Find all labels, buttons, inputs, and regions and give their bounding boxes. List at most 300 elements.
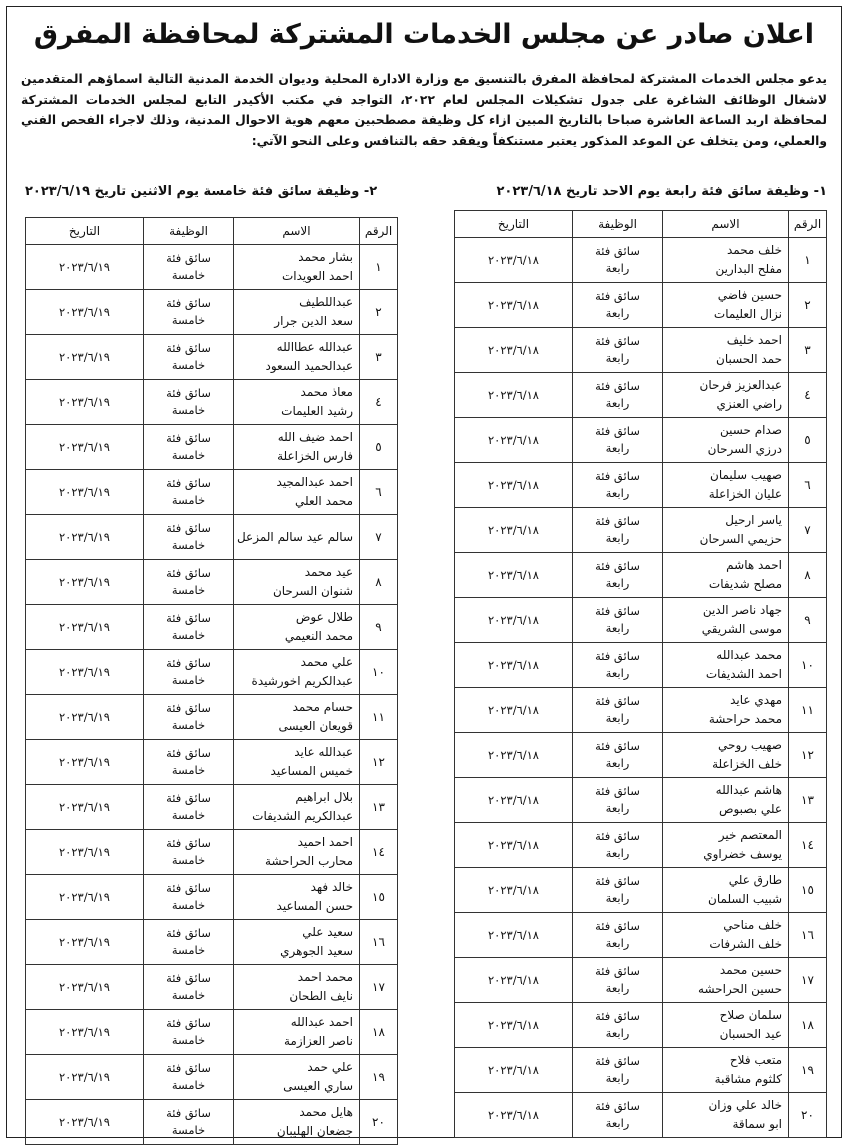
table-row [26,785,398,830]
name-line: احمد ضيف الله [277,430,353,444]
exam-date: ٢٠٢٣/٦/١٨ [455,553,573,598]
job-line: سائق فئة [595,964,640,978]
section-heading-category-5: ٢- وظيفة سائق فئة خامسة يوم الاثنين تاريخ ٢٠٢٣/٦/١٩ [25,184,378,199]
name-line: جضعان الهليبان [276,1124,353,1138]
name-line: خالد فهد [310,880,353,894]
name-line: خميس المساعيد [270,764,353,778]
section-heading-category-4: ١- وظيفة سائق فئة رابعة يوم الاحد تاريخ ٢٠٢٣/٦/١٨ [496,184,827,199]
job-line: سائق فئة [166,431,211,445]
job-line: رابعة [605,486,630,500]
table-row [455,508,827,553]
name-line: موسى الشريقي [701,622,782,636]
name-line: يوسف خضراوي [703,847,782,861]
header-job: الوظيفة [573,211,663,238]
exam-date: ٢٠٢٣/٦/١٩ [26,290,144,335]
exam-date: ٢٠٢٣/٦/١٩ [26,1100,144,1145]
job-line: سائق فئة [166,701,211,715]
job-title [573,373,663,418]
table-row [455,778,827,823]
row-number: ٢ [360,290,398,335]
job-line: سائق فئة [595,784,640,798]
name-line: ناصر العزازمة [283,1034,353,1048]
header-name: الاسم [663,211,789,238]
job-title [573,463,663,508]
table-row [26,650,398,695]
job-line: خامسة [171,313,206,327]
job-line: سائق فئة [166,1061,211,1075]
table-row [26,515,398,560]
job-title [144,605,234,650]
applicant-name [663,1093,789,1138]
job-line: سائق فئة [166,386,211,400]
exam-date: ٢٠٢٣/٦/١٨ [455,643,573,688]
table-row [455,328,827,373]
name-line: ساري العيسى [283,1079,353,1093]
table-row [455,688,827,733]
applicant-name [663,598,789,643]
row-number: ١ [360,245,398,290]
name-line: قويعان العيسى [278,719,353,733]
name-line: شنوان السرحان [272,584,353,598]
name-line: سعيد الجوهري [280,944,353,958]
job-line: سائق فئة [595,1099,640,1113]
applicant-name [234,605,360,650]
job-line: خامسة [171,583,206,597]
applicant-name [234,290,360,335]
name-line: راضي العنزي [716,397,782,411]
table-row [26,830,398,875]
row-number: ١٢ [789,733,827,778]
job-title [573,283,663,328]
name-line: عبدالكريم الشديفات [252,809,353,823]
row-number: ٥ [789,418,827,463]
job-line: سائق فئة [595,289,640,303]
name-line: صهيب سليمان [710,468,782,482]
name-line: صهيب روحي [718,738,782,752]
row-number: ٧ [360,515,398,560]
job-line: رابعة [605,666,630,680]
row-number: ١٦ [360,920,398,965]
name-line: علي محمد [300,655,353,669]
row-number: ١٣ [360,785,398,830]
name-line: احمد احميد [297,835,353,849]
job-title [573,418,663,463]
name-line: عيد الحسبان [719,1027,782,1041]
table-row [26,425,398,470]
job-title [573,778,663,823]
job-line: رابعة [605,306,630,320]
job-line: سائق فئة [595,379,640,393]
header-date: التاريخ [26,218,144,245]
job-title [144,425,234,470]
exam-date: ٢٠٢٣/٦/١٨ [455,1093,573,1138]
job-line: خامسة [171,1033,206,1047]
exam-date: ٢٠٢٣/٦/١٩ [26,1055,144,1100]
job-title [573,238,663,283]
table-row [26,335,398,380]
table-row [455,1003,827,1048]
applicant-name [234,1100,360,1145]
job-line: رابعة [605,621,630,635]
table-row [26,605,398,650]
row-number: ١٤ [789,823,827,868]
row-number: ٩ [360,605,398,650]
row-number: ١٣ [789,778,827,823]
exam-date: ٢٠٢٣/٦/١٩ [26,650,144,695]
job-line: سائق فئة [166,476,211,490]
table-row [26,470,398,515]
job-title [144,380,234,425]
job-line: سائق فئة [166,836,211,850]
exam-date: ٢٠٢٣/٦/١٨ [455,733,573,778]
table-row [455,913,827,958]
name-line: صدام حسين [720,423,782,437]
table-row [455,283,827,328]
job-line: خامسة [171,628,206,642]
name-line: هاشم عبدالله [715,783,782,797]
job-title [144,560,234,605]
name-line: خلف مناحي [723,918,782,932]
table-header-row [26,218,398,245]
applicant-name [663,823,789,868]
job-title [573,958,663,1003]
job-title [573,643,663,688]
exam-date: ٢٠٢٣/٦/١٨ [455,688,573,733]
name-line: حسين الحراحشه [698,982,782,996]
name-line: حسن المساعيد [276,899,353,913]
job-line: سائق فئة [595,559,640,573]
header-num: الرقم [360,218,398,245]
name-line: حسين محمد [719,963,782,977]
name-line: فارس الخزاعلة [277,449,353,463]
job-title [573,823,663,868]
row-number: ٨ [360,560,398,605]
applicant-name [663,283,789,328]
applicant-name [663,958,789,1003]
name-line: احمد العويدات [281,269,353,283]
row-number: ١٧ [789,958,827,1003]
job-line: خامسة [171,1078,206,1092]
job-line: سائق فئة [595,739,640,753]
job-line: خامسة [171,358,206,372]
job-line: سائق فئة [595,919,640,933]
name-line: عبدالحميد السعود [265,359,353,373]
job-line: رابعة [605,801,630,815]
applicant-name [234,470,360,515]
job-line: خامسة [171,808,206,822]
row-number: ٦ [789,463,827,508]
exam-date: ٢٠٢٣/٦/١٨ [455,868,573,913]
job-line: سائق فئة [166,296,211,310]
exam-date: ٢٠٢٣/٦/١٨ [455,418,573,463]
name-line: معاذ محمد [300,385,353,399]
name-line: بلال ابراهيم [295,790,353,804]
name-line: ابو سماقة [732,1117,782,1131]
exam-date: ٢٠٢٣/٦/١٨ [455,958,573,1003]
row-number: ٧ [789,508,827,553]
exam-date: ٢٠٢٣/٦/١٩ [26,740,144,785]
exam-date: ٢٠٢٣/٦/١٨ [455,463,573,508]
job-title [144,650,234,695]
job-line: خامسة [171,403,206,417]
job-title [144,830,234,875]
name-line: متعب فلاح [729,1053,782,1067]
job-line: خامسة [171,448,206,462]
name-line: طارق علي [728,873,782,887]
job-line: سائق فئة [166,656,211,670]
name-line: رشيد العليمات [281,404,353,418]
table-header-row [455,211,827,238]
job-title [144,1100,234,1145]
drivers-table-category-5 [25,217,398,1145]
job-title [573,1003,663,1048]
job-line: خامسة [171,1123,206,1137]
name-line: خلف الخزاعلة [712,757,782,771]
name-line: سعد الدين جرار [274,314,353,328]
name-line: كلثوم مشاقبة [714,1072,782,1086]
applicant-name [234,245,360,290]
job-title [573,688,663,733]
job-line: رابعة [605,891,630,905]
applicant-name [663,418,789,463]
job-line: سائق فئة [595,244,640,258]
job-line: خامسة [171,538,206,552]
name-line: عبدالعزيز فرحان [699,378,782,392]
applicant-name [663,328,789,373]
table-row [26,290,398,335]
applicant-name [234,830,360,875]
job-title [144,515,234,560]
name-line: مهدي عايد [730,693,782,707]
job-title [573,598,663,643]
job-line: رابعة [605,936,630,950]
job-line: سائق فئة [595,604,640,618]
exam-date: ٢٠٢٣/٦/١٨ [455,598,573,643]
row-number: ١٠ [789,643,827,688]
exam-date: ٢٠٢٣/٦/١٩ [26,425,144,470]
table-row [26,695,398,740]
name-line: محمد احمد [297,970,353,984]
drivers-table-category-4 [454,210,827,1138]
table-row [455,823,827,868]
applicant-name [234,785,360,830]
table-row [455,418,827,463]
row-number: ٦ [360,470,398,515]
name-line: نزال العليمات [713,307,782,321]
applicant-name [663,913,789,958]
table-row [455,733,827,778]
row-number: ١٢ [360,740,398,785]
name-line: محارب الحراحشة [265,854,353,868]
name-line: عيد محمد [304,565,353,579]
row-number: ٨ [789,553,827,598]
job-line: رابعة [605,441,630,455]
applicant-name [663,778,789,823]
exam-date: ٢٠٢٣/٦/١٩ [26,875,144,920]
table-row [26,875,398,920]
exam-date: ٢٠٢٣/٦/١٩ [26,245,144,290]
job-title [144,245,234,290]
applicant-name [663,238,789,283]
applicant-name [234,875,360,920]
row-number: ١٩ [360,1055,398,1100]
exam-date: ٢٠٢٣/٦/١٩ [26,920,144,965]
job-line: خامسة [171,943,206,957]
announcement-page [6,6,842,1138]
table-row [26,1100,398,1145]
row-number: ١٠ [360,650,398,695]
job-title [144,965,234,1010]
job-line: سائق فئة [166,881,211,895]
name-line: علي حمد [307,1060,353,1074]
name-line: محمد عبدالله [716,648,782,662]
table-row [455,463,827,508]
job-title [144,290,234,335]
name-line: عليان الخزاعلة [708,487,782,501]
name-line: حزيمي السرحان [699,532,782,546]
name-line: احمد عبدالله [290,1015,353,1029]
job-title [144,740,234,785]
name-line: سالم عيد سالم المزعل [236,529,353,544]
exam-date: ٢٠٢٣/٦/١٨ [455,238,573,283]
job-title [144,920,234,965]
job-line: خامسة [171,673,206,687]
exam-date: ٢٠٢٣/٦/١٩ [26,965,144,1010]
name-line: سعيد علي [302,925,353,939]
job-line: خامسة [171,763,206,777]
name-line: احمد عبدالمجيد [276,475,353,489]
exam-date: ٢٠٢٣/٦/١٩ [26,560,144,605]
name-line: احمد خليف [726,333,782,347]
job-line: خامسة [171,853,206,867]
job-line: رابعة [605,1116,630,1130]
exam-date: ٢٠٢٣/٦/١٩ [26,605,144,650]
row-number: ١٨ [360,1010,398,1055]
job-line: سائق فئة [595,1009,640,1023]
table-row [455,868,827,913]
row-number: ١٧ [360,965,398,1010]
name-line: محمد حراحشة [708,712,782,726]
job-title [573,1048,663,1093]
row-number: ٩ [789,598,827,643]
job-line: سائق فئة [166,611,211,625]
job-title [144,1010,234,1055]
name-line: حسين فاضي [717,288,782,302]
name-line: نايف الطحان [289,989,353,1003]
exam-date: ٢٠٢٣/٦/١٨ [455,373,573,418]
name-line: محمد النعيمي [284,629,353,643]
row-number: ١٦ [789,913,827,958]
table-row [26,1010,398,1055]
exam-date: ٢٠٢٣/٦/١٩ [26,785,144,830]
row-number: ٥ [360,425,398,470]
name-line: علي بصبوص [718,802,782,816]
name-line: حمد الحسبان [716,352,782,366]
row-number: ١ [789,238,827,283]
row-number: ٢٠ [789,1093,827,1138]
table-row [26,380,398,425]
table-row [455,643,827,688]
job-title [144,695,234,740]
table-row [455,1048,827,1093]
exam-date: ٢٠٢٣/٦/١٨ [455,508,573,553]
applicant-name [234,1010,360,1055]
row-number: ١٥ [360,875,398,920]
job-line: خامسة [171,988,206,1002]
row-number: ٢ [789,283,827,328]
job-line: رابعة [605,756,630,770]
job-line: سائق فئة [595,829,640,843]
name-line: محمد العلي [295,494,353,508]
name-line: عبدالله عايد [294,745,353,759]
row-number: ٢٠ [360,1100,398,1145]
header-date: التاريخ [455,211,573,238]
name-line: هايل محمد [299,1105,353,1119]
name-line: عبدالله عطاالله [276,340,353,354]
job-line: رابعة [605,981,630,995]
header-num: الرقم [789,211,827,238]
row-number: ١٤ [360,830,398,875]
applicant-name [663,733,789,778]
table-row [26,560,398,605]
table-row [455,598,827,643]
applicant-name [234,425,360,470]
job-line: سائق فئة [166,1016,211,1030]
job-line: سائق فئة [595,874,640,888]
applicant-name [663,688,789,733]
name-line: خلف محمد [726,243,782,257]
applicant-name [663,373,789,418]
header-job: الوظيفة [144,218,234,245]
name-line: درزي السرحان [707,442,782,456]
table-row [455,958,827,1003]
applicant-name [663,508,789,553]
row-number: ١٨ [789,1003,827,1048]
job-line: سائق فئة [166,566,211,580]
exam-date: ٢٠٢٣/٦/١٩ [26,380,144,425]
applicant-name [234,965,360,1010]
table-row [26,920,398,965]
job-line: رابعة [605,261,630,275]
name-line: ياسر ارحيل [725,513,782,527]
intro-paragraph: يدعو مجلس الخدمات المشتركة لمحافظة المفرق بالتنسيق مع وزارة الادارة المحلية وديوان الخدمة المدنية التالية اسماؤهم المتقدمين لاشغال الوظائف الشاغرة على جدول تشكيلات المجلس لعام ٢٠٢٢، التواجد في مكتب الأكيدر التابع لمجلس الخدمات المشتركة لمحافظة اربد الساعة العاشرة صباحا بالتاريخ المبين ازاء كل وظيفة مصطحبين معهم هوية الاحوال المدنية، وذلك لاجراء الفحص الفني والعملي، ومن يتخلف عن الموعد المذكور يعتبر مستنكفاً ويفقد حقه بالتنافس وعلى النحو الآتي: [21,72,827,148]
name-line: احمد الشديفات [705,667,782,681]
name-line: بشار محمد [298,250,353,264]
job-line: سائق فئة [595,649,640,663]
applicant-name [234,695,360,740]
name-line: عبدالكريم اخورشيدة [251,674,353,688]
name-line: حسام محمد [292,700,353,714]
job-line: سائق فئة [595,469,640,483]
job-title [144,1055,234,1100]
table-row [455,373,827,418]
row-number: ١٥ [789,868,827,913]
exam-date: ٢٠٢٣/٦/١٨ [455,283,573,328]
job-line: سائق فئة [166,791,211,805]
job-title [573,1093,663,1138]
row-number: ٤ [789,373,827,418]
job-title [573,868,663,913]
job-line: خامسة [171,718,206,732]
job-line: سائق فئة [166,251,211,265]
exam-date: ٢٠٢٣/٦/١٩ [26,830,144,875]
name-line: سلمان صلاح [719,1008,782,1022]
job-line: سائق فئة [595,334,640,348]
row-number: ٤ [360,380,398,425]
job-title [144,785,234,830]
applicant-name [234,920,360,965]
job-line: رابعة [605,351,630,365]
